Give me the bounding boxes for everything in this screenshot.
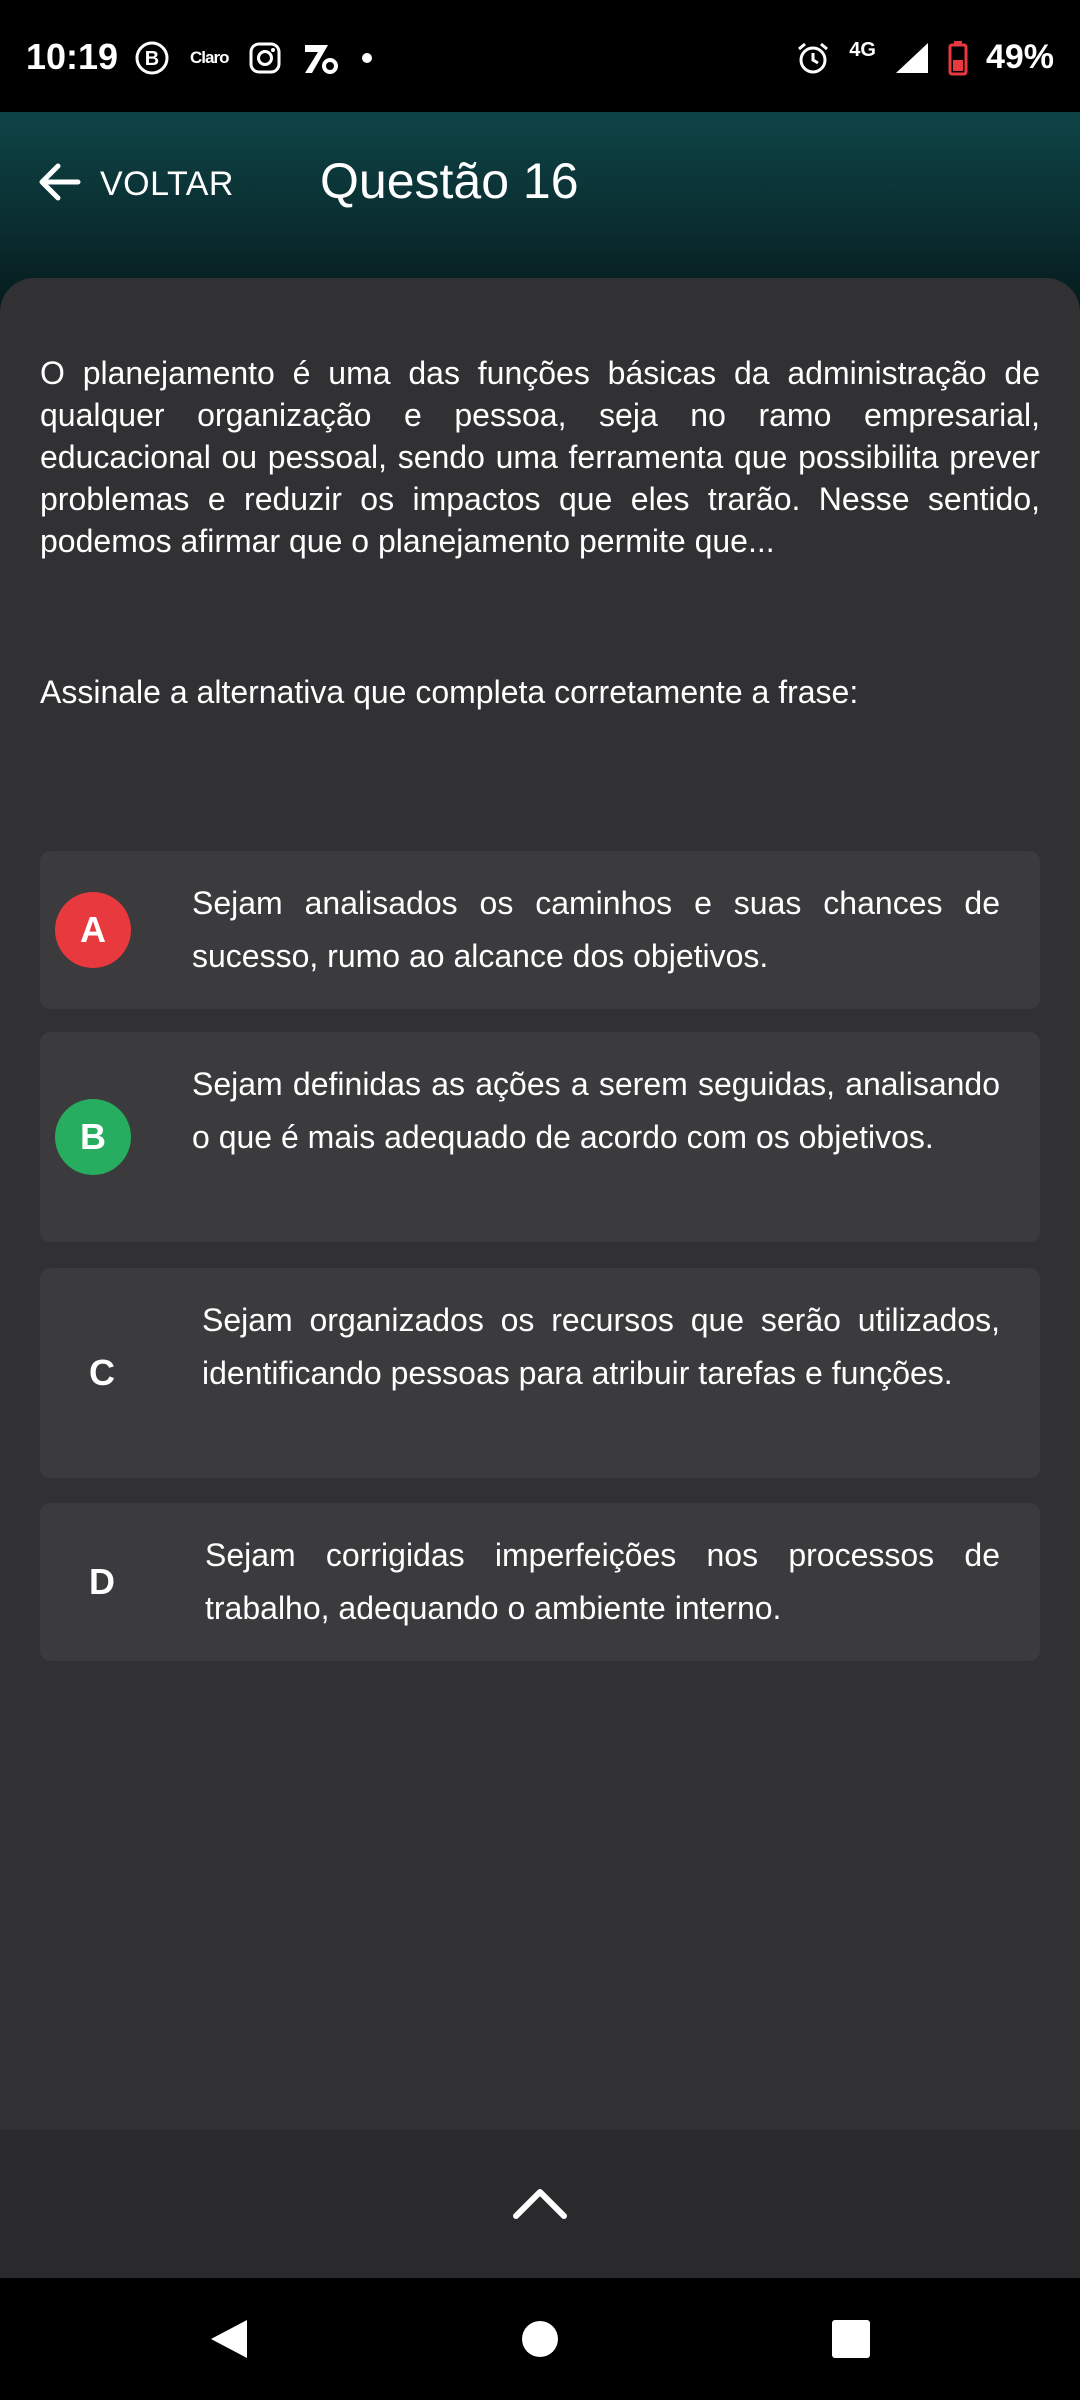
question-text: O planejamento é uma das funções básicas da administração de qualquer organização e pessoa, seja no ramo empresarial, educacional ou pessoal, sendo uma ferramenta que possibilita prever problemas e reduzir os impactos que eles trarão. Nesse sentido, podemos afirmar que o planejamento permite que... (40, 355, 1040, 559)
svg-text:B: B (144, 48, 160, 70)
back-button[interactable] (36, 162, 234, 207)
option-b-badge: B (55, 1099, 131, 1175)
alarm-icon (795, 40, 831, 76)
battery-level: 49% (985, 38, 1054, 76)
option-d[interactable] (40, 1503, 1040, 1661)
option-b-text: Sejam definidas as ações a serem seguidas, analisando o que é mais adequado de acordo com os objetivos. (192, 1066, 1000, 1155)
instagram-icon (248, 41, 282, 75)
system-nav-bar (0, 2278, 1080, 2400)
option-c-badge: C (89, 1352, 115, 1393)
b-circle-icon (134, 40, 170, 76)
network-icon: 4G (849, 39, 876, 61)
option-d-badge: D (89, 1561, 115, 1602)
home-icon[interactable] (515, 2314, 565, 2364)
dot-icon (360, 51, 374, 65)
option-d-text: Sejam corrigidas imperfeições nos processos de trabalho, adequando o ambiente interno. (205, 1537, 1000, 1626)
back-icon[interactable] (203, 2314, 253, 2364)
signal-icon (894, 41, 930, 75)
question-instruction: Assinale a alternativa que completa corretamente a frase: (40, 674, 859, 710)
question-panel (0, 278, 1080, 2130)
option-a-text: Sejam analisados os caminhos e suas chances de sucesso, rumo ao alcance dos objetivos. (192, 885, 1000, 974)
page-title: Questão 16 (320, 153, 579, 209)
bottom-drawer (0, 2130, 1080, 2278)
option-a-badge: A (55, 892, 131, 968)
status-time: 10:19 (26, 36, 119, 77)
back-label: VOLTAR (100, 165, 234, 203)
battery-icon (948, 40, 968, 76)
chevron-up-icon[interactable] (510, 2182, 570, 2222)
arrow-left-icon (36, 162, 82, 207)
app-icon (302, 40, 340, 76)
option-a[interactable] (40, 851, 1040, 1009)
option-c-text: Sejam organizados os recursos que serão utilizados, identificando pessoas para atribuir tarefas e funções. (202, 1302, 1000, 1391)
system-icons (795, 38, 1054, 77)
carrier-icon: Claro (190, 48, 229, 67)
notification-icons (134, 40, 374, 76)
recents-icon[interactable] (826, 2314, 876, 2364)
option-c[interactable] (40, 1268, 1040, 1478)
status-bar (0, 0, 1080, 112)
option-b[interactable] (40, 1032, 1040, 1242)
